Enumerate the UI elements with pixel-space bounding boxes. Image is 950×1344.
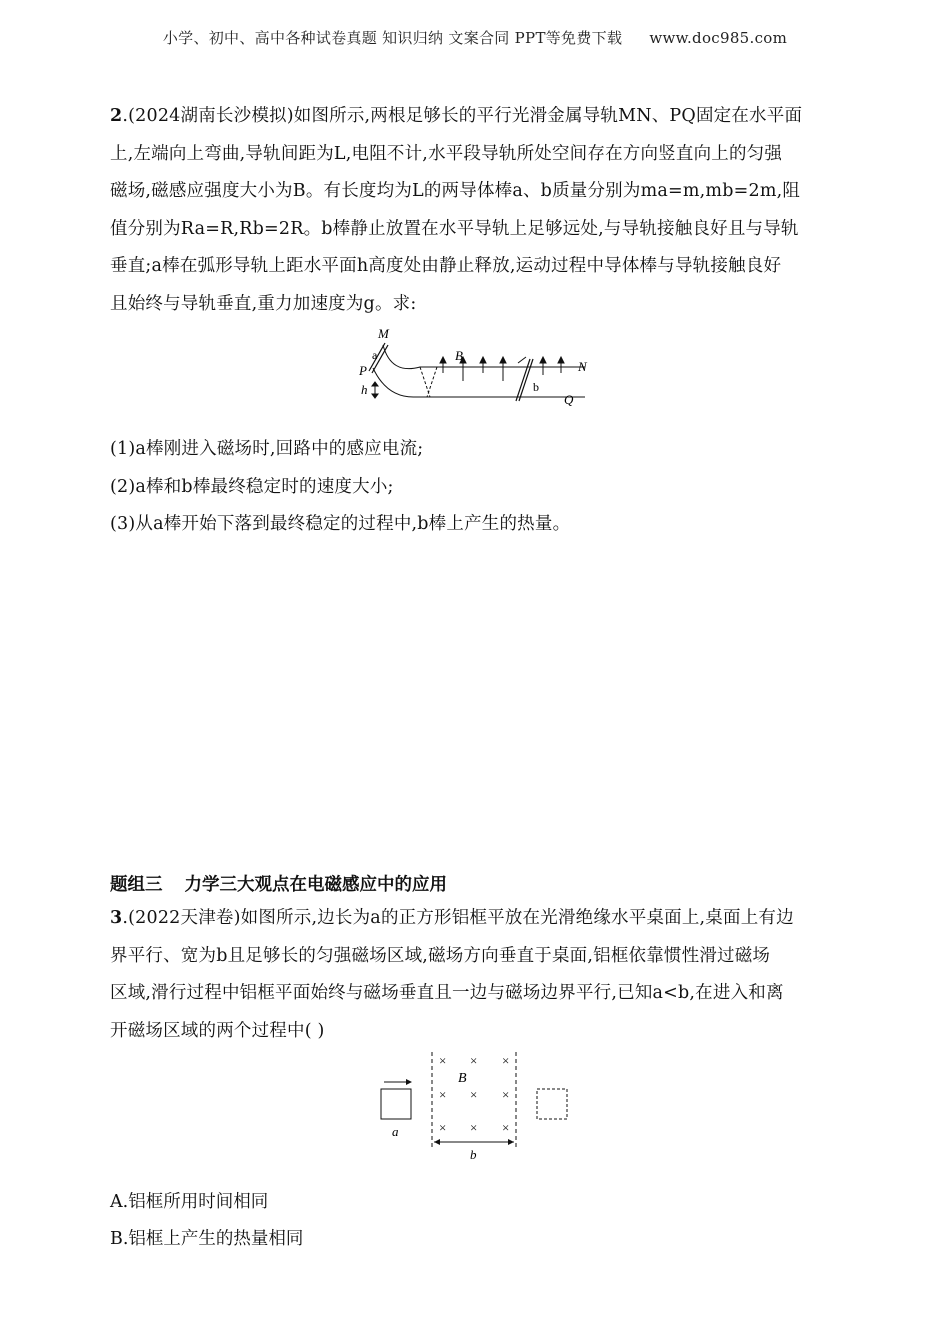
q2-line-4: 值分别为Ra=R,Rb=2R。b棒静止放置在水平导轨上足够远处,与导轨接触良好且与导轨 bbox=[110, 218, 799, 239]
question-2 bbox=[110, 98, 842, 323]
page-header bbox=[0, 27, 950, 48]
q3-line-4: 开磁场区域的两个过程中( ) bbox=[110, 1020, 325, 1041]
label-N: N bbox=[578, 359, 587, 374]
q2-sub-1: (1)a棒刚进入磁场时,回路中的感应电流; bbox=[110, 439, 424, 459]
q2-sub-2: (2)a棒和b棒最终稳定时的速度大小; bbox=[110, 476, 394, 497]
q2-number: 2 bbox=[110, 106, 123, 126]
q3-field-figure bbox=[370, 1048, 580, 1164]
option-a: A.铝框所用时间相同 bbox=[110, 1192, 269, 1212]
label-h: h bbox=[361, 382, 368, 397]
question-3 bbox=[110, 900, 842, 1050]
label-a-side: a bbox=[392, 1124, 399, 1139]
section-title: 力学三大观点在电磁感应中的应用 bbox=[184, 875, 447, 895]
q2-line-5: 垂直;a棒在弧形导轨上距水平面h高度处由静止释放,运动过程中导体棒与导轨接触良好 bbox=[110, 256, 782, 276]
header-text: 小学、初中、高中各种试卷真题 知识归纳 文案合同 PPT等免费下载 bbox=[162, 29, 623, 47]
label-b: b bbox=[533, 380, 539, 394]
cross-r3c3: × bbox=[502, 1120, 510, 1135]
label-P: P bbox=[359, 363, 367, 378]
cross-r1c3: × bbox=[502, 1053, 510, 1068]
section-heading bbox=[110, 871, 447, 896]
header-site: www.doc985.com bbox=[649, 29, 788, 47]
cross-r2c3: × bbox=[502, 1087, 510, 1102]
q3-number: 3 bbox=[110, 908, 123, 928]
q2-subquestions bbox=[110, 431, 842, 544]
label-B: B bbox=[455, 348, 463, 363]
q2-line-1 bbox=[110, 98, 842, 136]
cross-r2c1: × bbox=[439, 1087, 447, 1102]
cross-r3c1: × bbox=[439, 1120, 447, 1135]
q3-line-2: 界平行、宽为b且足够长的匀强磁场区域,磁场方向垂直于桌面,铝框依靠惯性滑过磁场 bbox=[110, 945, 771, 966]
option-b: B.铝框上产生的热量相同 bbox=[110, 1229, 304, 1249]
q2-line-1-text: .(2024湖南长沙模拟)如图所示,两根足够长的平行光滑金属导轨MN、PQ固定在水平面 bbox=[122, 106, 803, 126]
label-M: M bbox=[378, 326, 389, 341]
q2-rail-figure bbox=[355, 323, 595, 411]
q2-line-3: 磁场,磁感应强度大小为B。有长度均为L的两导体棒a、b质量分别为ma=m,mb=2m,阻 bbox=[110, 181, 801, 201]
q3-line-3: 区域,滑行过程中铝框平面始终与磁场垂直且一边与磁场边界平行,已知a<b,在进入和离 bbox=[110, 983, 784, 1003]
label-B-field: B bbox=[458, 1071, 467, 1086]
q2-sub-3: (3)从a棒开始下落到最终稳定的过程中,b棒上产生的热量。 bbox=[110, 514, 571, 534]
q2-line-2: 上,左端向上弯曲,导轨间距为L,电阻不计,水平段导轨所处空间存在方向竖直向上的匀强 bbox=[110, 143, 783, 164]
section-label: 题组三 bbox=[110, 875, 163, 895]
cross-r1c1: × bbox=[439, 1053, 447, 1068]
label-a: a bbox=[372, 348, 378, 362]
cross-r2c2: × bbox=[470, 1087, 478, 1102]
q2-line-6: 且始终与导轨垂直,重力加速度为g。求: bbox=[110, 293, 417, 314]
q3-line-1-text: .(2022天津卷)如图所示,边长为a的正方形铝框平放在光滑绝缘水平桌面上,桌面上有边 bbox=[122, 908, 794, 928]
cross-r3c2: × bbox=[470, 1120, 478, 1135]
cross-r1c2: × bbox=[470, 1053, 478, 1068]
label-b-width: b bbox=[470, 1147, 477, 1162]
label-Q: Q bbox=[564, 392, 574, 407]
q3-line-1 bbox=[110, 900, 842, 938]
